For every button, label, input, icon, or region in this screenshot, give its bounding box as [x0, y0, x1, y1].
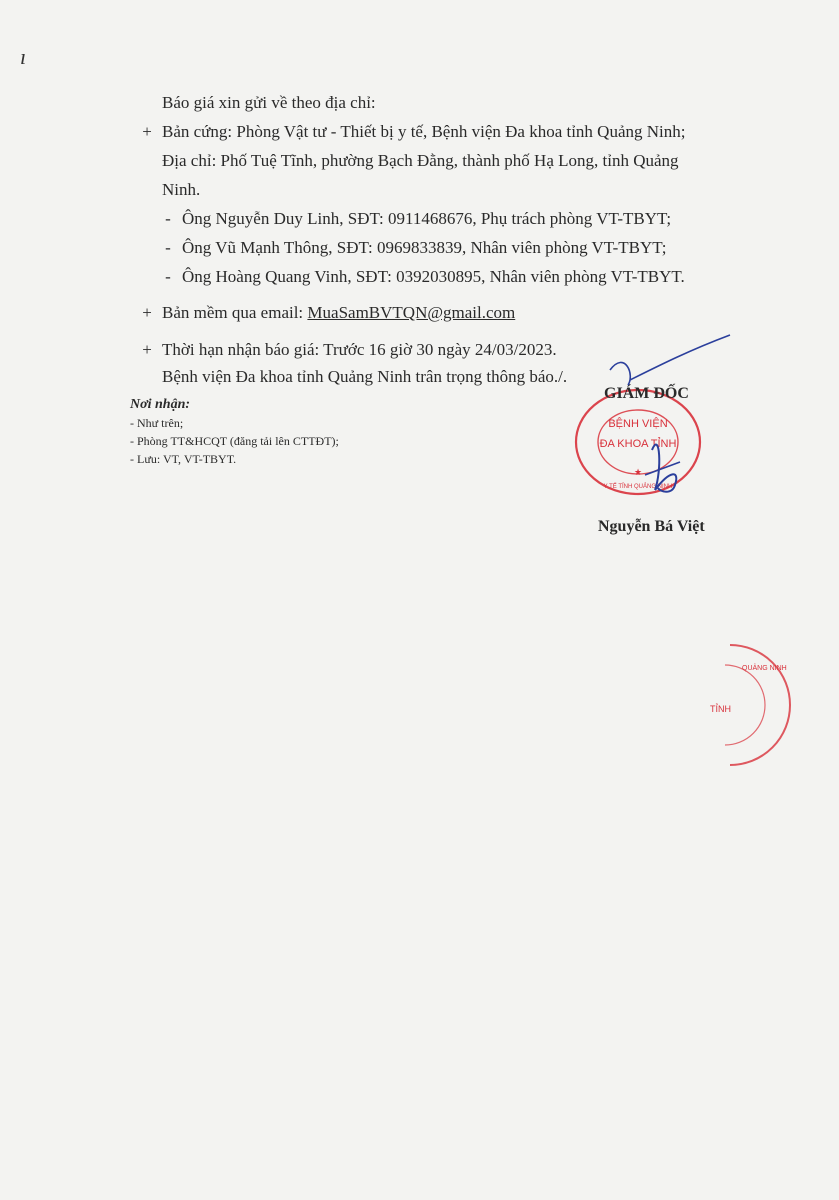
partial-stamp-ring-text: QUẢNG NINH [742, 665, 787, 672]
stamp-text-line2: ĐA KHOA TỈNH [599, 438, 677, 450]
contact-item: Ông Hoàng Quang Vinh, SĐT: 0392030895, Nhân viên phòng VT-TBYT. [182, 267, 685, 286]
hardcopy-line3: Ninh. [162, 180, 201, 199]
contact-item: Ông Vũ Mạnh Thông, SĐT: 0969833839, Nhân viên phòng VT-TBYT; [182, 238, 667, 257]
softcopy-line [162, 298, 515, 327]
recipient-item: - Phòng TT&HCQT (đăng tải lên CTTĐT); [130, 434, 339, 448]
hardcopy-line2: Địa chỉ: Phố Tuệ Tĩnh, phường Bạch Đằng, thành phố Hạ Long, tỉnh Quảng [162, 151, 679, 170]
recipient-item: - Như trên; [130, 416, 184, 430]
softcopy-bullet: + [142, 303, 152, 322]
deadline-text: Thời hạn nhận báo giá: Trước 16 giờ 30 ngày 24/03/2023. [162, 340, 557, 359]
star-icon: ★ [633, 467, 643, 477]
partial-stamp-fragment: TỈNH [710, 704, 731, 714]
hardcopy-bullet: + [142, 122, 152, 141]
recipients-title: Nơi nhận: [130, 397, 191, 412]
intro-text: Báo giá xin gửi về theo địa chỉ: [162, 93, 376, 112]
contact-item: Ông Nguyễn Duy Linh, SĐT: 0911468676, Phụ trách phòng VT-TBYT; [182, 209, 672, 228]
page-mark: ı [20, 44, 27, 69]
signature-icon [600, 330, 740, 500]
closing-text: Bệnh viện Đa khoa tỉnh Quảng Ninh trân trọng thông báo./. [162, 367, 568, 386]
deadline-bullet: + [142, 340, 152, 359]
signer-title: GIÁM ĐỐC [604, 385, 689, 402]
email-link[interactable]: MuaSamBVTQN@gmail.com [307, 303, 516, 322]
partial-stamp [700, 640, 787, 770]
contact-dash: - [165, 238, 171, 257]
hardcopy-line1: Bản cứng: Phòng Vật tư - Thiết bị y tế, Bệnh viện Đa khoa tỉnh Quảng Ninh; [162, 122, 686, 141]
contact-dash: - [165, 267, 171, 286]
softcopy-label: Bản mềm qua email: [162, 303, 308, 322]
recipient-item: - Lưu: VT, VT-TBYT. [130, 452, 237, 466]
stamp-ring-text: Y TẾ TỈNH QUẢNG NINH [603, 484, 673, 490]
stamp-text-line1: BỆNH VIỆN [608, 418, 668, 430]
signer-name: Nguyễn Bá Việt [598, 518, 705, 535]
contact-dash: - [165, 209, 171, 228]
